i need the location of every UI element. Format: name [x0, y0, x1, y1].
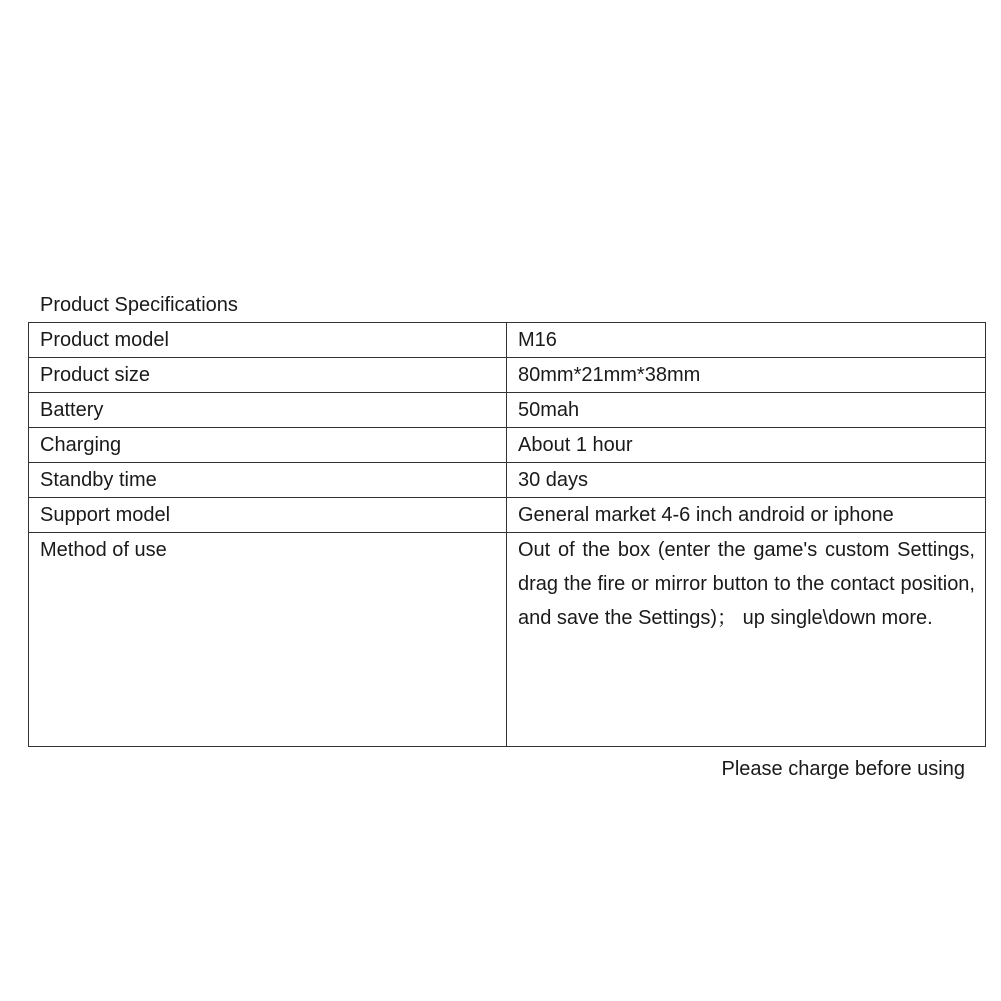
table-row — [29, 428, 986, 463]
row-label-product-size: Product size — [29, 358, 507, 393]
row-label-standby-time: Standby time — [29, 463, 507, 498]
row-label-method-of-use: Method of use — [29, 533, 507, 747]
table-row — [29, 323, 986, 358]
specifications-table — [28, 322, 986, 747]
table-row — [29, 463, 986, 498]
row-label-support-model: Support model — [29, 498, 507, 533]
row-value-product-size: 80mm*21mm*38mm — [507, 358, 986, 393]
row-value-product-model: M16 — [507, 323, 986, 358]
page-title: Product Specifications — [40, 294, 238, 316]
row-label-product-model: Product model — [29, 323, 507, 358]
row-value-method-of-use: Out of the box (enter the game's custom Settings, drag the fire or mirror button to the contact position, and save the Settings)； up single\down more. — [507, 533, 986, 747]
row-label-charging: Charging — [29, 428, 507, 463]
charge-notice: Please charge before using — [721, 758, 965, 780]
row-value-standby-time: 30 days — [507, 463, 986, 498]
row-value-charging: About 1 hour — [507, 428, 986, 463]
table-row — [29, 393, 986, 428]
table-row — [29, 533, 986, 747]
row-label-battery: Battery — [29, 393, 507, 428]
row-value-support-model: General market 4-6 inch android or iphone — [507, 498, 986, 533]
row-value-battery: 50mah — [507, 393, 986, 428]
table-row — [29, 358, 986, 393]
table-row — [29, 498, 986, 533]
